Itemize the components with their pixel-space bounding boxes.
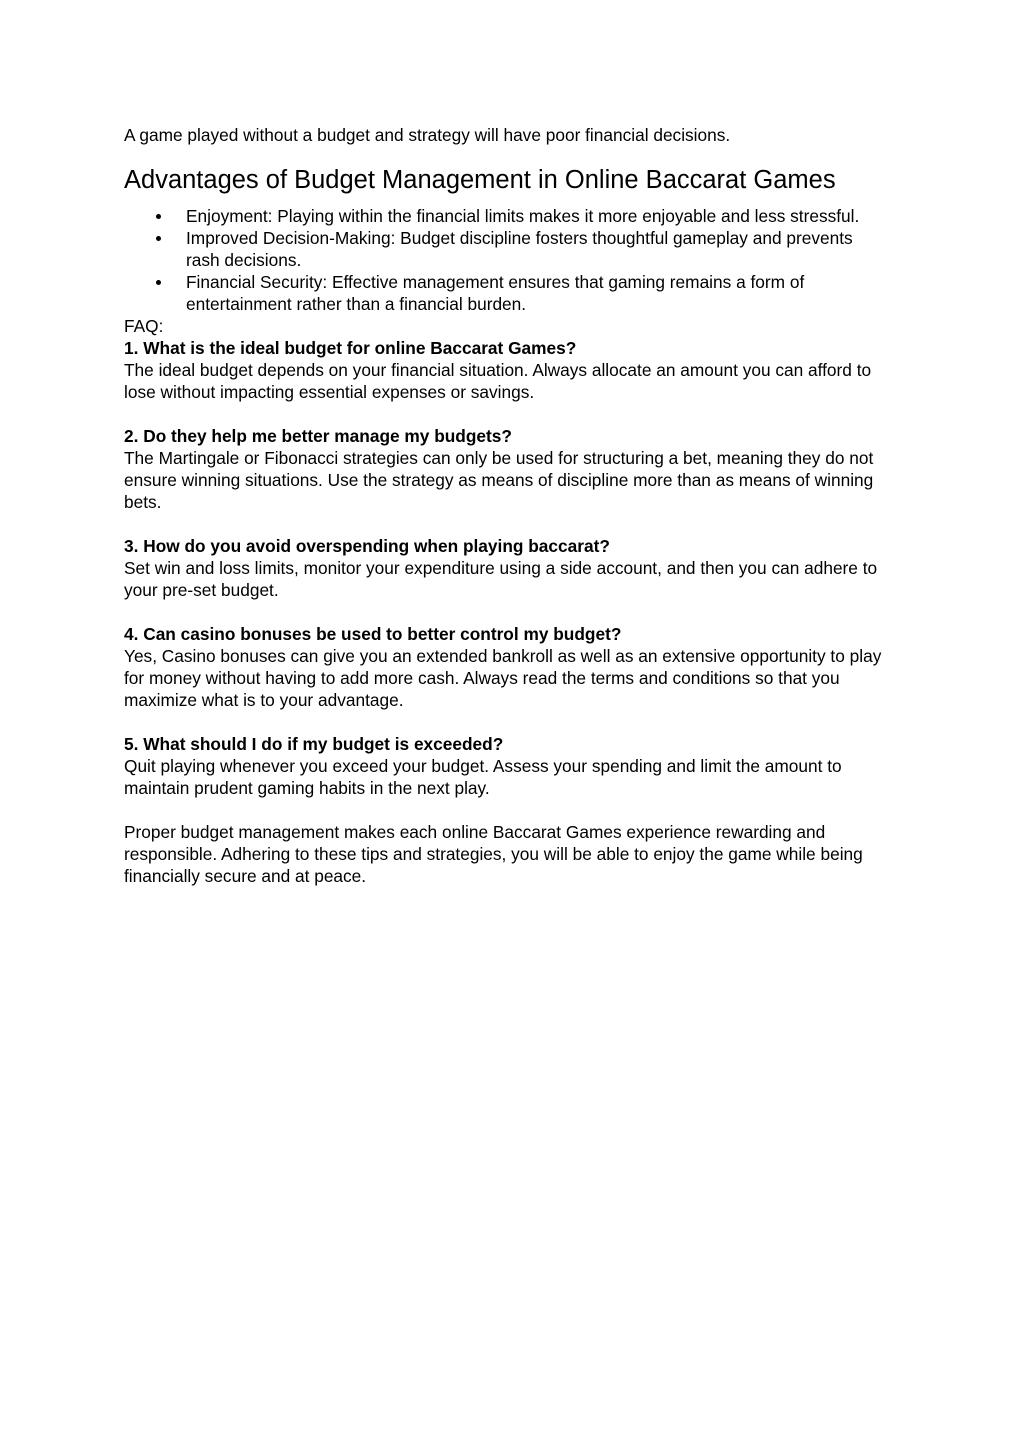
faq-question: 5. What should I do if my budget is exceeded? bbox=[124, 734, 504, 754]
faq-item bbox=[124, 337, 899, 403]
faq-question: 1. What is the ideal budget for online Baccarat Games? bbox=[124, 338, 577, 358]
list-item-text: Improved Decision-Making: Budget discipline fosters thoughtful gameplay and prevents rash decisions. bbox=[186, 228, 853, 270]
faq-item bbox=[124, 535, 899, 601]
list-item-text: Enjoyment: Playing within the financial limits makes it more enjoyable and less stressful. bbox=[186, 206, 860, 226]
bullet-icon bbox=[156, 280, 161, 285]
advantages-list bbox=[124, 205, 899, 315]
list-item bbox=[124, 205, 899, 227]
faq-question: 2. Do they help me better manage my budgets? bbox=[124, 426, 512, 446]
bullet-icon bbox=[156, 236, 161, 241]
list-item-text: Financial Security: Effective management ensures that gaming remains a form of entertainment rather than a financial burden. bbox=[186, 272, 805, 314]
section-heading: Advantages of Budget Management in Online Baccarat Games bbox=[124, 166, 836, 194]
faq-label: FAQ: bbox=[124, 316, 164, 336]
faq-answer: Quit playing whenever you exceed your budget. Assess your spending and limit the amount to maintain prudent gaming habits in the next play. bbox=[124, 756, 842, 798]
bullet-icon bbox=[156, 214, 161, 219]
list-item bbox=[124, 271, 899, 315]
faq-item bbox=[124, 425, 899, 513]
faq-item bbox=[124, 623, 899, 711]
faq-answer: The ideal budget depends on your financial situation. Always allocate an amount you can afford to lose without impacting essential expenses or savings. bbox=[124, 360, 872, 402]
closing-paragraph: Proper budget management makes each online Baccarat Games experience rewarding and responsible. Adhering to these tips and strategies, you will be able to enjoy the game while being financially secure and at peace. bbox=[124, 822, 863, 886]
faq-item bbox=[124, 733, 899, 799]
faq-answer: Set win and loss limits, monitor your expenditure using a side account, and then you can adhere to your pre-set budget. bbox=[124, 558, 878, 600]
intro-paragraph: A game played without a budget and strategy will have poor financial decisions. bbox=[124, 125, 731, 145]
faq-question: 3. How do you avoid overspending when playing baccarat? bbox=[124, 536, 610, 556]
faq-answer: Yes, Casino bonuses can give you an extended bankroll as well as an extensive opportunity to play for money without having to add more cash. Always read the terms and conditions so that you maximize what is to your advantage. bbox=[124, 646, 882, 710]
list-item bbox=[124, 227, 899, 271]
document-page bbox=[124, 124, 899, 887]
faq-question: 4. Can casino bonuses be used to better control my budget? bbox=[124, 624, 622, 644]
faq-answer: The Martingale or Fibonacci strategies can only be used for structuring a bet, meaning they do not ensure winning situations. Use the strategy as means of discipline more than as means of winning bets. bbox=[124, 448, 874, 512]
